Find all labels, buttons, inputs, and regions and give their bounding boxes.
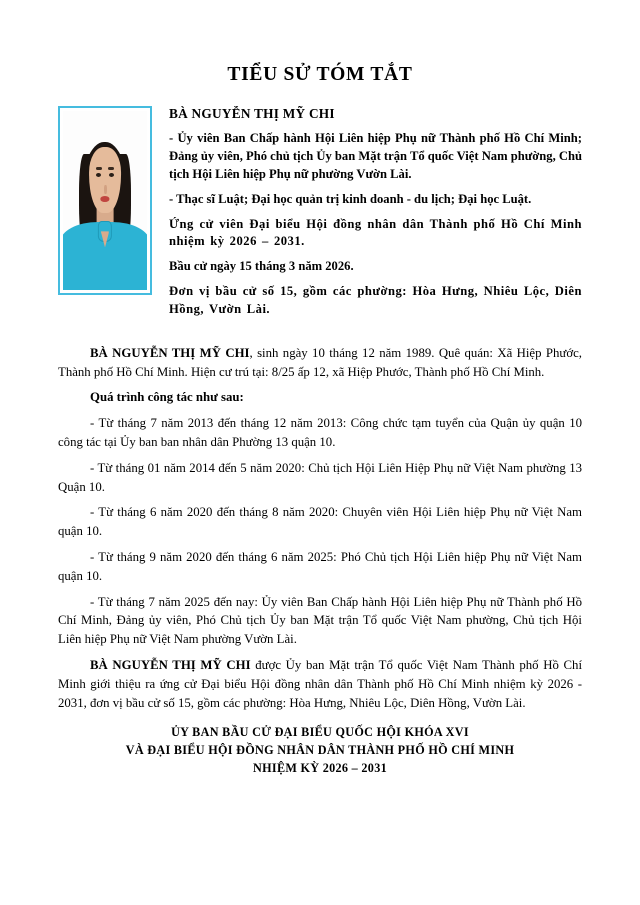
summary-positions: - Ủy viên Ban Chấp hành Hội Liên hiệp Phụ nữ Thành phố Hồ Chí Minh; Đảng ủy viên, Phó chủ tịch Ủy ban Mặt trận Tổ quốc Việt Nam phường, Chủ tịch Hội Liên hiệp Phụ nữ phường Vườn Lài. (169, 131, 582, 181)
biography-intro-name: BÀ NGUYỄN THỊ MỸ CHI (90, 345, 250, 360)
nomination-statement (58, 656, 582, 712)
biography-intro (58, 344, 582, 382)
summary-text-column (169, 106, 582, 325)
career-heading: Quá trình công tác như sau: (90, 390, 244, 405)
eyebrow-right-icon (108, 167, 114, 170)
candidate-photo (58, 106, 152, 295)
summary-electoral-district: Đơn vị bầu cử số 15, gồm các phường: Hòa Hưng, Nhiêu Lộc, Diên Hồng, Vườn Lài. (169, 284, 582, 316)
career-entry: - Từ tháng 9 năm 2020 đến tháng 6 năm 2025: Phó Chủ tịch Hội Liên hiệp Phụ nữ Việt Nam quận 10. (58, 550, 582, 583)
biography-intro-details: , sinh ngày 10 tháng 12 năm 1989. Quê quán: Xã Hiệp Phước, Thành phố Hồ Chí Minh. Hiện cư trú tại: 8/25 ấp 12, xã Hiệp Phước, Thành phố Hồ Chí Minh. (58, 345, 582, 379)
biography-body (58, 326, 582, 713)
summary-education: - Thạc sĩ Luật; Đại học quản trị kinh doanh - du lịch; Đại học Luật. (169, 191, 532, 206)
summary-candidacy: Ứng cử viên Đại biểu Hội đồng nhân dân Thành phố Hồ Chí Minh nhiệm kỳ 2026 – 2031. (169, 216, 582, 249)
footer-line-1: ỦY BAN BẦU CỬ ĐẠI BIỂU QUỐC HỘI KHÓA XVI (171, 725, 469, 740)
career-entry: - Từ tháng 01 năm 2014 đến 5 năm 2020: Chủ tịch Hội Liên Hiệp Phụ nữ Việt Nam phường 13 Quận 10. (58, 460, 582, 494)
candidate-name-heading: BÀ NGUYỄN THỊ MỸ CHI (169, 106, 335, 122)
nomination-name: BÀ NGUYỄN THỊ MỸ CHI (90, 658, 251, 673)
face-shape (89, 147, 121, 213)
career-entry: - Từ tháng 7 năm 2013 đến tháng 12 năm 2013: Công chức tạm tuyển của Quận ủy quận 10 công tác tại Ủy ban ban nhân dân Phường 13 quận 10. (58, 416, 582, 450)
nomination-details: được Ủy ban Mặt trận Tổ quốc Việt Nam Thành phố Hồ Chí Minh giới thiệu ra ứng cử Đại biểu Hội đồng nhân dân Thành phố Hồ Chí Minh nhiệm kỳ 2026 - 2031, đơn vị bầu cử số 15, gồm các phường: Hòa Hưng, Nhiêu Lộc, Diên Hồng, Vườn Lài. (58, 658, 582, 710)
footer-line-2: VÀ ĐẠI BIỂU HỘI ĐỒNG NHÂN DÂN THÀNH PHỐ HỒ CHÍ MINH (125, 743, 515, 758)
portrait-illustration (63, 111, 147, 290)
career-entry: - Từ tháng 6 năm 2020 đến tháng 8 năm 2020: Chuyên viên Hội Liên hiệp Phụ nữ Việt Nam quận 10. (58, 505, 582, 539)
eyebrow-left-icon (96, 167, 102, 170)
nose-icon (104, 185, 107, 194)
candidate-summary-block (58, 106, 582, 325)
summary-election-date: Bầu cử ngày 15 tháng 3 năm 2026. (169, 259, 354, 274)
page-title: TIỂU SỬ TÓM TẮT (227, 64, 413, 85)
career-entry: - Từ tháng 7 năm 2025 đến nay: Ủy viên Ban Chấp hành Hội Liên hiệp Phụ nữ Thành phố Hồ Chí Minh, Đảng ủy viên, Phó Chủ tịch Ủy ban Mặt trận Tổ quốc Việt Nam phường, Chủ tịch Hội Liên hiệp Phụ nữ Việt Nam phường Vườn Lài. (58, 594, 582, 647)
eye-right-icon (109, 173, 114, 177)
footer-line-3: NHIỆM KỲ 2026 – 2031 (253, 760, 387, 775)
document-footer (58, 724, 582, 777)
